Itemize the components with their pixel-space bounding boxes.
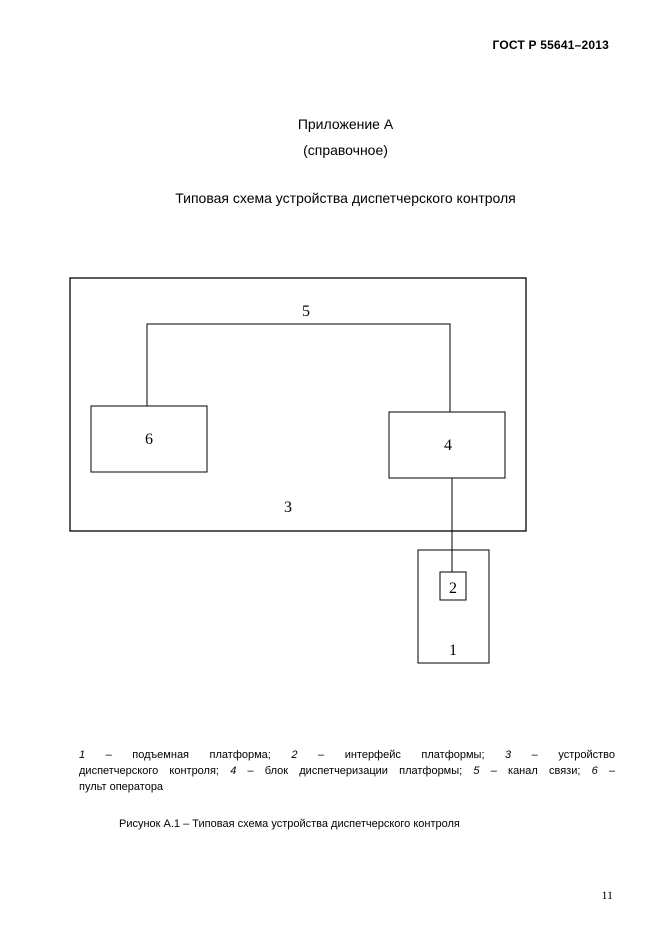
standard-header: ГОСТ Р 55641–2013	[492, 38, 609, 52]
label-4: 4	[444, 437, 452, 454]
box-dispatch-control-device	[70, 278, 526, 531]
label-3: 3	[284, 499, 292, 516]
legend-text: – устройство	[511, 749, 616, 761]
label-6: 6	[145, 431, 153, 448]
page-number: 11	[601, 888, 613, 902]
label-2: 2	[449, 580, 457, 597]
legend-text: –	[597, 765, 616, 777]
legend-text: – канал связи;	[479, 765, 592, 777]
figure-legend	[79, 747, 615, 795]
legend-line	[79, 747, 615, 763]
legend-text: пульт оператора	[79, 781, 164, 793]
communication-channel-line	[147, 324, 450, 412]
legend-text: – подъемная платформа;	[85, 749, 292, 761]
figure-heading: Типовая схема устройства диспетчерского контроля	[175, 190, 516, 206]
legend-text: диспетчерского контроля;	[79, 765, 231, 777]
legend-text: – блок диспетчеризации платформы;	[236, 765, 474, 777]
label-5: 5	[302, 303, 310, 320]
legend-number: 3	[505, 749, 512, 761]
appendix-title: Приложение А	[297, 116, 394, 132]
legend-line	[79, 779, 615, 795]
legend-number: 1	[79, 749, 86, 761]
legend-number: 2	[291, 749, 298, 761]
appendix-subtitle: (справочное)	[303, 142, 388, 158]
legend-number: 6	[591, 765, 598, 777]
legend-line	[79, 763, 615, 779]
legend-number: 4	[230, 765, 237, 777]
legend-text: – интерфейс платформы;	[297, 749, 506, 761]
label-1: 1	[449, 642, 457, 659]
figure-caption: Рисунок А.1 – Типовая схема устройства диспетчерского контроля	[119, 818, 460, 830]
legend-number: 5	[473, 765, 480, 777]
